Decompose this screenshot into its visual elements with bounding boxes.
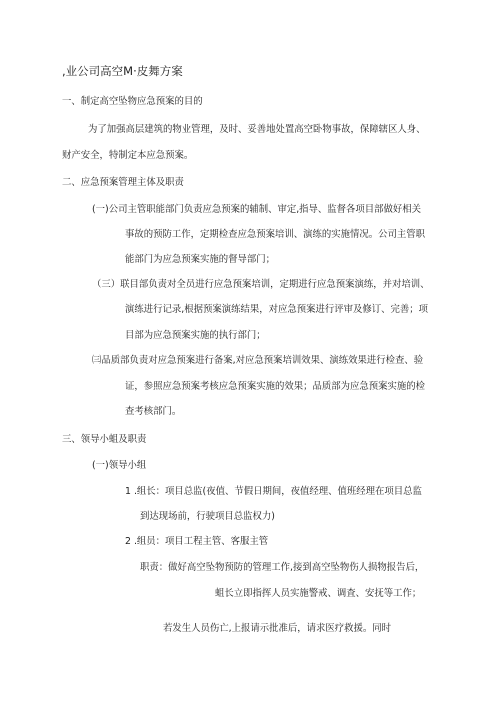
list-item-line: 2 .组员：项目工程主管、客服主管: [125, 536, 269, 547]
paragraph-line: 若发生人员伤亡,上报请示批准后，请求医疗救援。同时: [163, 623, 391, 634]
list-item-line: ㈢品质部负责对应急预案进行备案,对应急预案培训效果、演练效果进行检查、验: [92, 355, 424, 366]
paragraph-line: 为了加强高层建筑的物业管理，及时、妥善地处置高空卧物事故，保障辖区人身、: [88, 124, 426, 135]
paragraph-line: 财产安全，特制定本应急预案。: [62, 150, 194, 161]
document-title: ,业公司高空M·皮舞方案: [62, 64, 183, 78]
sub-heading: (一)领导小组: [92, 460, 147, 471]
list-item-line: 能部门为应急预案实施的督导部门；: [125, 254, 276, 265]
list-item-line: 到达现场前，行驶项目总监权力): [140, 511, 275, 522]
list-item-line: 查考核部门。: [125, 406, 182, 417]
list-item-line: 事故的预防工作，定期检查应急预案培训、演练的实施情况。公司主管职: [125, 229, 426, 240]
list-item-line: 演练进行记录,根据预案演练结果，对应急预案进行评审及修订、完善；项: [125, 304, 428, 315]
section-heading-leadership: 三、领导小蛆及职责: [62, 434, 147, 445]
paragraph-line: 职责：做好高空坠物预防的管理工作,接到高空坠物伤人损物报告后，: [140, 562, 425, 573]
list-item-line: （三）联目部负责对全员进行应急预案培训，定期进行应急预案演练，并对培训、: [92, 279, 430, 290]
section-heading-purpose: 一、制定高空坠物应急预案的目的: [62, 96, 203, 107]
list-item-line: 目部为应急预案实施的执行部门；: [125, 330, 266, 341]
list-item-line: 1 .组长：项目总监(夜值、节假日期间，夜值经理、值班经理在项目总监: [125, 486, 422, 497]
list-item-line: 证，参照应急预案考核应急预案实施的效果；品质部为应急预案实施的检: [125, 381, 426, 392]
paragraph-line: 蛆长立即指挥人员实施警戒、调査、安抚等工作；: [215, 588, 422, 599]
list-item-line: (一)公司主管职能部门负责应急预案的辅制、审定,指导、监督各项目部做好相关: [92, 204, 422, 215]
section-heading-management: 二、应急预案管理主体及职责: [62, 177, 184, 188]
